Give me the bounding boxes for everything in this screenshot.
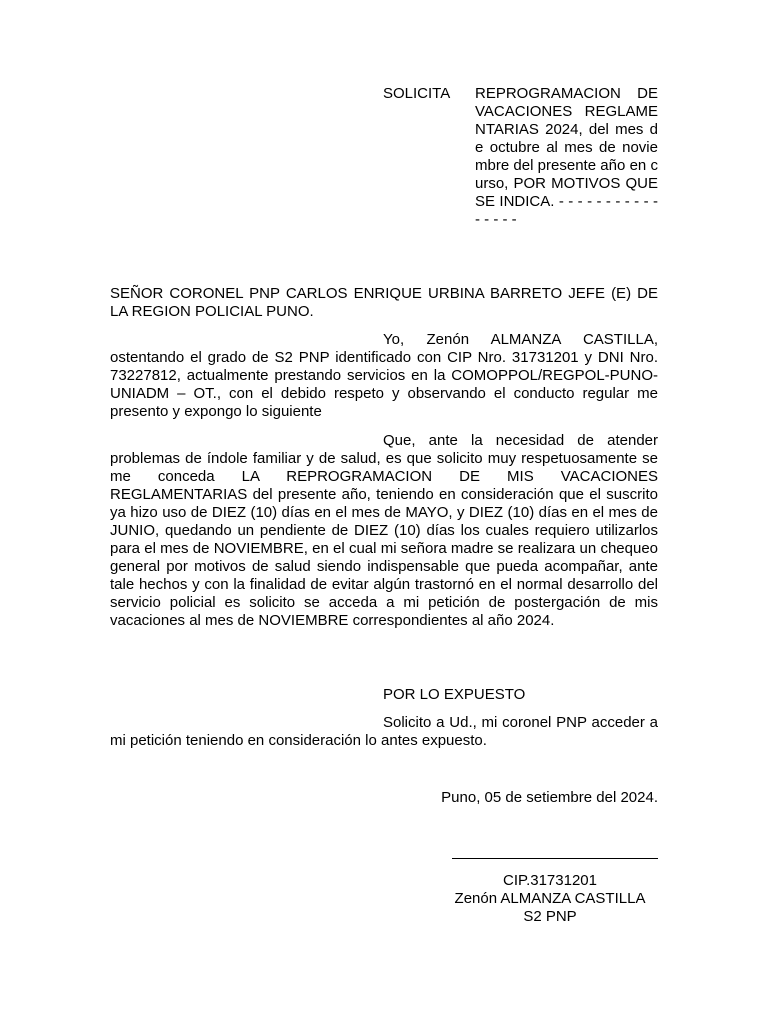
por-lo-expuesto	[110, 686, 658, 704]
paragraph-intro-text: Yo, Zenón ALMANZA CASTILLA, ostentando el grado de S2 PNP identificado con CIP Nro. 31731201 y DNI Nro. 73227812, actualmente prestando servicios en la COMOPPOL/REGPOL-PUNO-UNIADM – OT., con el debido respeto y observando el conducto regular me presento y expongo lo siguiente	[110, 331, 658, 420]
paragraph-request	[110, 714, 658, 750]
signature-rank: S2 PNP	[523, 908, 577, 925]
place-date: Puno, 05 de setiembre del 2024.	[441, 789, 658, 806]
por-lo-expuesto-text: POR LO EXPUESTO	[383, 686, 526, 703]
paragraph-request-text: Solicito a Ud., mi coronel PNP acceder a mi petición teniendo en consideración lo antes expuesto.	[110, 714, 658, 749]
addressee: SEÑOR CORONEL PNP CARLOS ENRIQUE URBINA BARRETO JEFE (E) DE LA REGION POLICIAL PUNO.	[110, 285, 658, 320]
paragraph-body	[110, 432, 658, 630]
paragraph-body-text: Que, ante la necesidad de atender problemas de índole familiar y de salud, es que solicito muy respetuosamente se me conceda LA REPROGRAMACION DE MIS VACACIONES REGLAMENTARIAS del presente año, teniendo en consideración que el suscrito ya hizo uso de DIEZ (10) días en el mes de MAYO, y DIEZ (10) días en el mes de JUNIO, quedando un pendiente de DIEZ (10) días los cuales requiero utilizarlos para el mes de NOVIEMBRE, en el cual mi señora madre se realizara un chequeo general por motivos de salud siendo indispensable que pueda acompañar, ante tale hechos y con la finalidad de evitar algún trastornó en el normal desarrollo del servicio policial es solicito se acceda a mi petición de postergación de mis vacaciones al mes de NOVIEMBRE correspondientes al año 2024.	[110, 432, 658, 629]
signature-line	[452, 858, 658, 859]
signature-cip: CIP.31731201	[503, 872, 597, 889]
solicita-label: SOLICITA	[383, 85, 451, 102]
paragraph-intro	[110, 331, 658, 421]
signature-name: Zenón ALMANZA CASTILLA	[454, 890, 646, 907]
solicita-text: REPROGRAMACION DE VACACIONES REGLAMENTARIAS 2024, del mes de octubre al mes de noviembre del presente año en curso, POR MOTIVOS QUE SE INDICA. - - - - - - - - - - - - - - - -	[475, 85, 658, 228]
